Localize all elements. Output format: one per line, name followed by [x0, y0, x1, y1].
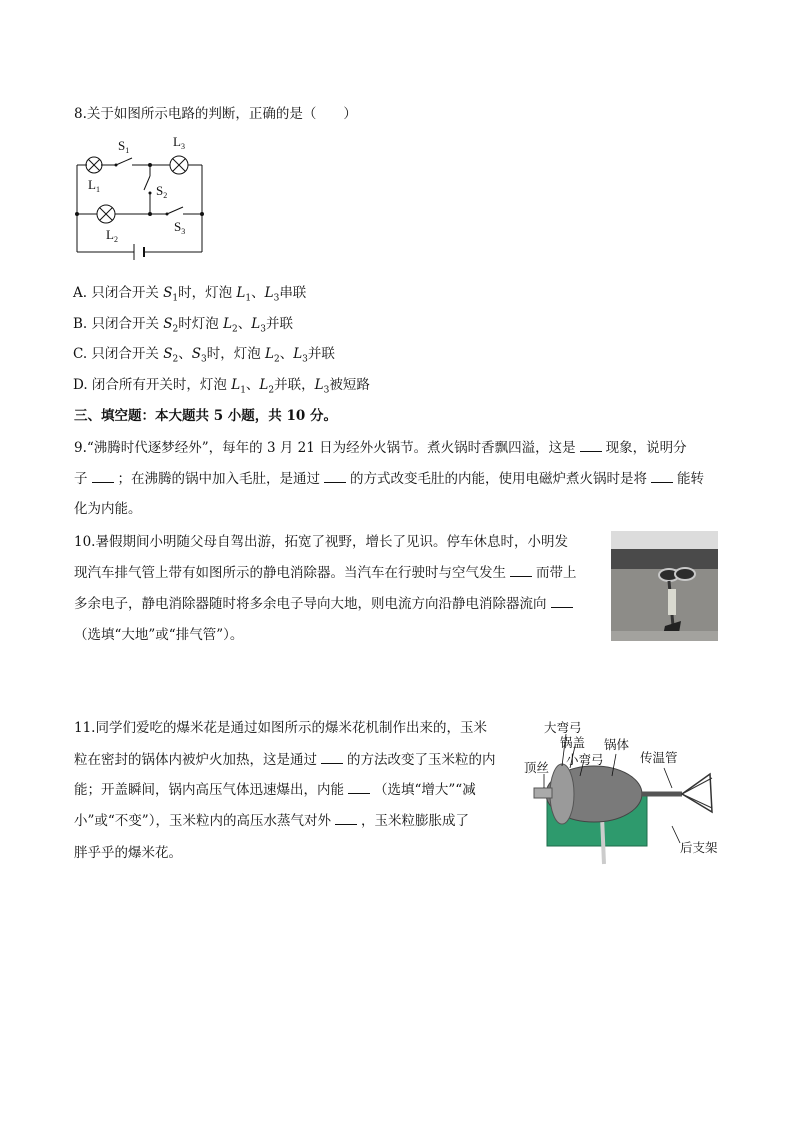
q10-line-3: 多余电子，静电消除器随时将多余电子导向大地，则电流方向沿静电消除器流向: [74, 592, 577, 612]
q10-line-1: 10.暑假期间小明随父母自驾出游，拓宽了视野，增长了见识。停车休息时，小明发: [74, 534, 568, 550]
q8-option-b[interactable]: B. 只闭合开关 $S_2$时灯泡 $L_2$、$L_3$并联: [73, 316, 293, 335]
answer-blank[interactable]: [580, 439, 602, 452]
answer-blank[interactable]: [651, 470, 673, 483]
svg-text:S1: $S_1$: [118, 138, 130, 155]
label-body: 锅体: [604, 737, 630, 752]
q11-line-2: 粒在密封的锅体内被炉火加热，这是通过 的方法改变了玉米粒的内: [74, 752, 496, 768]
answer-blank[interactable]: [510, 564, 532, 577]
answer-blank[interactable]: [324, 470, 346, 483]
q9-line-1: 9.“沸腾时代逐梦经外”，每年的 3 月 21 日为经外火锅节。煮火锅时香飘四溢，这是 现象，说明分: [74, 440, 687, 456]
popcorn-machine-diagram: [522, 716, 732, 866]
q10-line-4: （选填“大地”或“排气管”）。: [74, 627, 244, 643]
q11-line-5: 胖乎乎的爆米花。: [74, 845, 182, 861]
q11-line-1: 11.同学们爱吃的爆米花是通过如图所示的爆米花机制作出来的，玉米: [74, 720, 487, 736]
q8-option-d[interactable]: D. 闭合所有开关时，灯泡 $L_1$、$L_2$并联，$L_3$被短路: [73, 377, 370, 396]
label-lid: 锅盖: [560, 735, 586, 750]
answer-blank[interactable]: [321, 751, 343, 764]
label-big-bow: 大弯弓: [544, 720, 582, 735]
svg-text:L3: $L_3$: [173, 134, 185, 151]
label-back-frame: 后支架: [680, 840, 718, 855]
svg-text:L2: $L_2$: [106, 227, 118, 244]
q9-line-3: 化为内能。: [74, 501, 142, 517]
svg-text:S3: $S_3$: [174, 219, 186, 236]
svg-text:L1: $L_1$: [88, 177, 100, 194]
answer-blank[interactable]: [348, 781, 370, 794]
label-small-bow: 小弯弓: [566, 752, 604, 767]
q9-line-2: 子 ；在沸腾的锅中加入毛肚，是通过 的方式改变毛肚的内能，使用电磁炉煮火锅时是将 能转: [74, 471, 704, 487]
exhaust-static-eliminator-photo: [611, 531, 718, 641]
label-temp-pipe: 传温管: [640, 750, 678, 765]
q10-line-2: 现汽车排气管上带有如图所示的静电消除器。当汽车在行驶时与空气发生 而带上: [74, 565, 577, 581]
q11-line-3: 能；开盖瞬间，锅内高压气体迅速爆出，内能 （选填“增大”“减: [74, 782, 476, 798]
q11-line-4: 小”或“不变”），玉米粒内的高压水蒸气对外 ，玉米粒膨胀成了: [74, 813, 469, 829]
section-heading: 三、填空题：本大题共 5 小题，共 10 分。: [74, 408, 337, 424]
circuit-diagram: [70, 130, 210, 265]
q8-option-c[interactable]: C. 只闭合开关 $S_2$、$S_3$时，灯泡 $L_2$、$L_3$并联: [73, 346, 335, 365]
q8-option-a[interactable]: A. 只闭合开关 $S_1$时，灯泡 $L_1$、$L_3$串联: [73, 285, 307, 304]
answer-blank[interactable]: [551, 595, 573, 608]
answer-blank[interactable]: [335, 812, 357, 825]
label-top-wire: 顶丝: [524, 760, 550, 775]
answer-blank[interactable]: [92, 470, 114, 483]
q8-stem: 8.关于如图所示电路的判断，正确的是（ ）: [74, 106, 357, 122]
svg-text:S2: $S_2$: [156, 183, 168, 200]
